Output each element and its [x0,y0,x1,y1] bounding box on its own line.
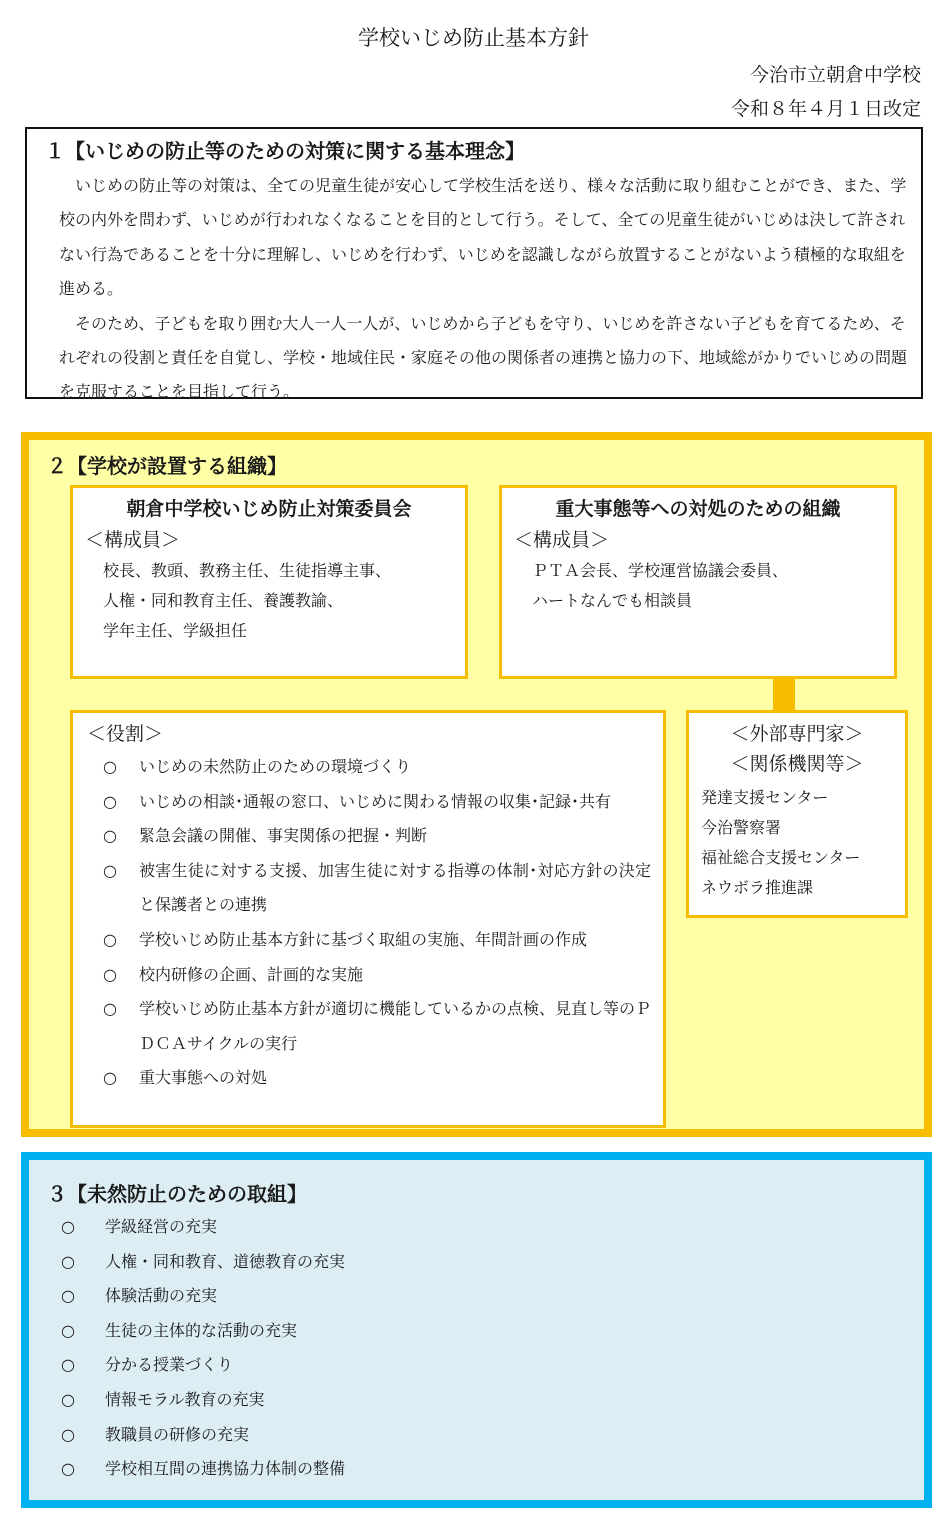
circle-bullet-icon: ○ [61,1320,75,1340]
external-experts-box [686,710,908,918]
external-agency: 発達支援センター [701,788,829,807]
circle-bullet-icon: ○ [103,826,117,846]
circle-bullet-icon: ○ [103,791,117,811]
circle-bullet-icon: ○ [103,999,117,1019]
committee-title: 朝倉中学校いじめ防止対策委員会 [126,498,412,520]
circle-bullet-icon: ○ [103,1068,117,1088]
section1-body [59,169,919,410]
prevention-section [21,1152,932,1508]
prevention-text: 学校相互間の連携協力体制の整備 [105,1459,346,1479]
committee-members-label: ＜構成員＞ [85,529,181,551]
prevention-item [61,1452,345,1487]
prevention-text: 生徒の主体的な活動の充実 [105,1320,298,1340]
circle-bullet-icon: ○ [61,1355,75,1375]
revision-date: 令和８年４月１日改定 [730,98,921,120]
role-item [103,750,651,785]
related-agencies-label: ＜関係機関等＞ [730,753,864,775]
role-item [103,785,651,820]
committee-member-line: 学年主任、学級担任 [103,621,248,640]
prevention-item [61,1279,345,1314]
circle-bullet-icon: ○ [103,757,117,776]
role-item [103,854,651,923]
organization-section [21,432,932,1137]
school-name: 今治市立朝倉中学校 [749,64,921,86]
prevention-text: 体験活動の充実 [105,1286,218,1306]
role-text: 校内研修の企画、計画的な実施 [139,964,364,984]
prevention-item [61,1383,345,1418]
crisis-members [532,556,894,616]
section1-heading: １【いじめの防止等のための対策に関する基本理念】 [45,139,525,163]
external-experts-label: ＜外部専門家＞ [730,723,864,745]
role-item [103,923,651,958]
document-title: 学校いじめ防止基本方針 [358,26,589,50]
roles-label: ＜役割＞ [87,723,164,745]
committee-member-line: 校長、教頭、教務主任、生徒指導主事、 [103,561,392,580]
role-item [103,819,651,854]
committee-box [70,485,468,679]
basic-principle-section [25,127,923,402]
prevention-text: 人権・同和教育、道徳教育の充実 [105,1251,346,1271]
roles-box [70,710,666,1128]
role-text: 学校いじめ防止基本方針が適切に機能しているかの点検、見直し等のＰＤＣＡサイクルの実行 [139,999,652,1053]
crisis-member-line: ＰＴＡ会長、学校運営協議会委員、 [532,561,789,580]
role-text: 重大事態への対処 [139,1068,268,1088]
prevention-text: 学級経営の充実 [105,1217,218,1236]
circle-bullet-icon: ○ [61,1389,75,1409]
role-text: 緊急会議の開催、事実関係の把握・判断 [139,826,428,846]
role-item [103,1061,651,1096]
prevention-text: 教職員の研修の充実 [105,1424,250,1444]
prevention-list [61,1210,345,1487]
committee-member-line: 人権・同和教育主任、養護教諭、 [103,591,344,610]
prevention-item [61,1314,345,1349]
crisis-member-line: ハートなんでも相談員 [532,591,693,610]
roles-list [103,750,651,1096]
circle-bullet-icon: ○ [61,1251,75,1271]
section3-heading: ３【未然防止のための取組】 [47,1182,307,1206]
role-text: いじめの相談･通報の窓口、いじめに関わる情報の収集･記録･共有 [139,791,612,811]
external-agency: ネウボラ推進課 [701,878,814,897]
prevention-item [61,1348,345,1383]
section2-heading: ２【学校が設置する組織】 [47,454,287,478]
external-agency: 今治警察署 [701,818,782,837]
crisis-title: 重大事態等への対処のための組織 [555,498,841,520]
circle-bullet-icon: ○ [61,1424,75,1444]
crisis-members-label: ＜構成員＞ [514,529,610,551]
committee-members [103,556,465,646]
role-text: 被害生徒に対する支援、加害生徒に対する指導の体制･対応方針の決定と保護者との連携 [139,860,651,915]
role-item [103,958,651,993]
circle-bullet-icon: ○ [61,1459,75,1479]
prevention-item [61,1245,345,1280]
prevention-text: 分かる授業づくり [105,1355,234,1375]
prevention-item [61,1418,345,1453]
crisis-organization-box [499,485,897,679]
circle-bullet-icon: ○ [103,964,117,984]
principle-paragraph-2: そのため、子どもを取り囲む大人一人一人が、いじめから子どもを守り、いじめを許さない子どもを育てるため、それぞれの役割と責任を自覚し、学校・地域住民・家庭その他の関係者の連携と協力の下、地域総がかりでいじめの問題を克服することを目指して行う。 [59,313,908,402]
prevention-text: 情報モラル教育の充実 [105,1389,265,1409]
circle-bullet-icon: ○ [61,1286,75,1306]
circle-bullet-icon: ○ [103,860,117,880]
prevention-item [61,1210,345,1245]
external-list [701,783,905,903]
role-text: 学校いじめ防止基本方針に基づく取組の実施、年間計画の作成 [139,929,588,949]
circle-bullet-icon: ○ [61,1217,75,1236]
role-item [103,992,651,1061]
principle-paragraph-1: いじめの防止等の対策は、全ての児童生徒が安心して学校生活を送り、様々な活動に取り組むことができ、また、学校の内外を問わず、いじめが行われなくなることを目的として行う。そして、全ての児童生徒がいじめは決して許されない行為であることを十分に理解し、いじめを行わず、いじめを認識しながら放置することがないよう積極的な取組を進める。 [59,176,907,299]
circle-bullet-icon: ○ [103,929,117,949]
role-text: いじめの未然防止のための環境づくり [139,757,412,776]
external-agency: 福祉総合支援センター [701,848,861,867]
